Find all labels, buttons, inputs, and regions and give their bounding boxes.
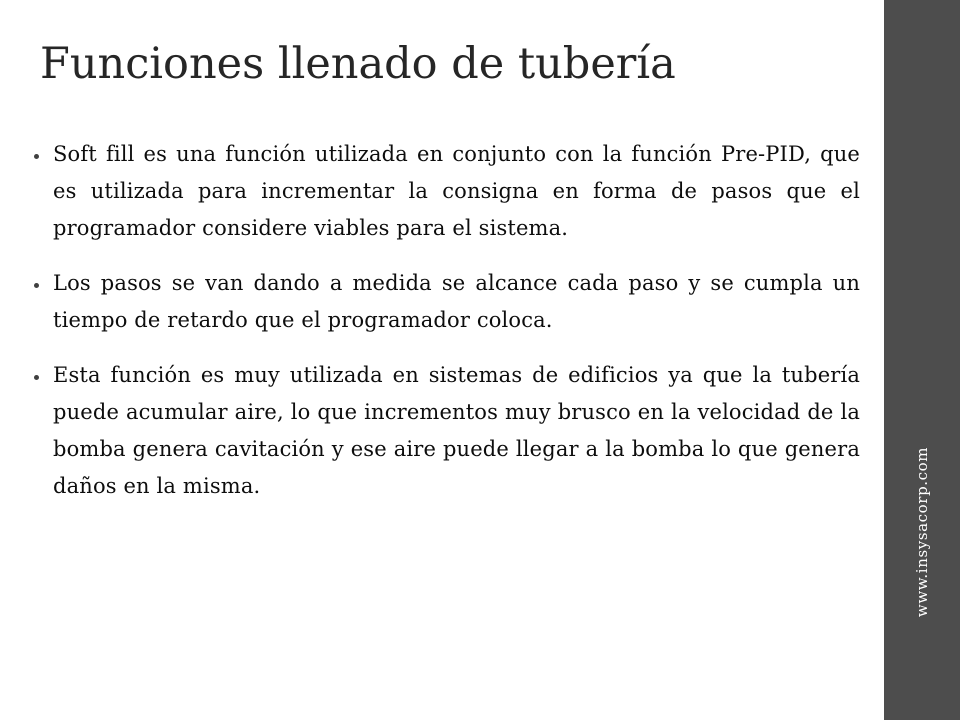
bullet-item-soft-fill: Soft fill es una función utilizada en conjunto con la función Pre-PID, que es utilizada para incrementar la consigna en forma de pasos que el programador considere viables para el sistema. <box>53 136 860 247</box>
bullet-list <box>53 136 860 523</box>
sidebar-url-text: www.insysacorp.com <box>913 446 931 618</box>
bullet-item-pasos: Los pasos se van dando a medida se alcance cada paso y se cumpla un tiempo de retardo que el programador coloca. <box>53 265 860 339</box>
slide-title: Funciones llenado de tubería <box>40 39 676 89</box>
sidebar-band <box>884 0 960 720</box>
bullet-item-edificios: Esta función es muy utilizada en sistemas de edificios ya que la tubería puede acumular aire, lo que incrementos muy brusco en la velocidad de la bomba genera cavitación y ese aire puede llegar a la bomba lo que genera daños en la misma. <box>53 357 860 505</box>
